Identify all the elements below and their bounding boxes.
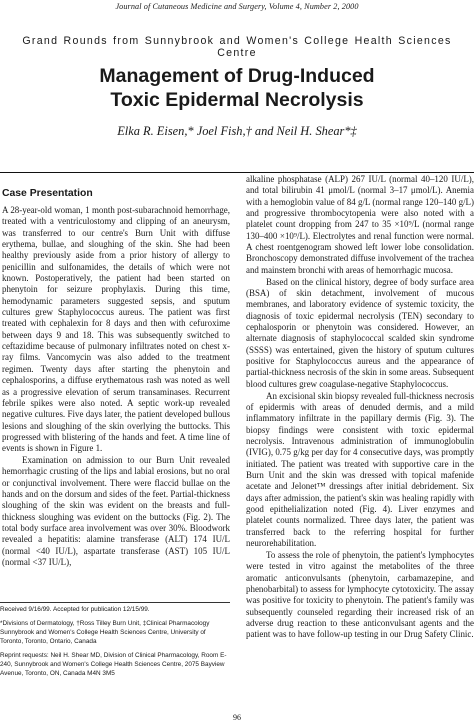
series-title: Grand Rounds from Sunnybrook and Women's College Health Sciences Centre — [22, 35, 452, 59]
footnote-received: Received 9/16/99. Accepted for publication 12/15/99. — [0, 606, 150, 613]
left-paragraph-1: A 28-year-old woman, 1 month post-subarachnoid hemorrhage, treated with a ventriculostomy and clipping of an aneurysm, was transferred to our centre's Burn Unit with diffuse erythema, bullae, and sloughing of the skin. She had been healthy previously aside from a prior history of allergy to penicillin and sulfonamides, the details of which were not known. Postoperatively, the patient had been started on phenytoin for seizure prophylaxis. During this time, hemodynamic parameters suggested sepsis, and sputum cultures grew Staphylococcus aureus. The patient was first treated with cephalexin for 8 days and then with cefuroxime between days 9 and 18. This was subsequently switched to ceftazidime because of pulmonary infiltrates noted on chest x-ray films. Vancomycin was also added to the treatment regimen. Twenty days after starting the phenytoin and cephalosporins, a diffuse erythematous rash was noted as well as a progressive elevation of serum transaminases. Recurrent febrile spikes were also noted. A septic work-up revealed negative cultures. Five days later, the patient developed bullous lesions and sloughing of the skin overlying the buttocks. This progressed with blistering of the hands and feet. A time line of events is shown in Figure 1. — [2, 205, 230, 454]
right-paragraph-1: alkaline phosphatase (ALP) 267 IU/L (normal 40–120 IU/L), and total bilirubin 41 μmol/L (normal 3–17 μmol/L). Anemia with a hemoglobin value of 84 g/L (normal range 120–140 g/L) and progressive thrombocytopenia were also noted with a platelet count dropping from 247 to 35 ×10⁹/L (normal range 130–400 ×10⁹/L). Electrolytes and renal function were normal. A chest roentgenogram showed left lower lobe consolidation. Bronchoscopy demonstrated diffuse involvement of the trachea and mainstem bronchi with areas of hemorrhagic mucosa. — [246, 174, 474, 275]
page-number: 96 — [233, 713, 241, 722]
right-paragraph-4: To assess the role of phenytoin, the patient's lymphocytes were tested in vitro against the metabolites of the three aromatic anticonvulsants (phenytoin, carbamazepine, and phenobarbital) to assess for lymphocyte cytotoxicity. The assay was positive for toxicity to phenytoin. The patient's family was subsequently counseled regarding their increased risk of an adverse drug reaction to these anticonvulsant agents and the patient was to have follow-up testing in our Drug Safety Clinic. — [246, 549, 474, 640]
article-title — [0, 64, 474, 112]
left-column — [0, 174, 230, 596]
journal-header: Journal of Cutaneous Medicine and Surgery, Volume 4, Number 2, 2000 — [115, 2, 359, 11]
right-column — [246, 174, 474, 708]
section-heading: Case Presentation — [2, 188, 93, 199]
footnote-reprints: Reprint requests: Neil H. Shear MD, Division of Clinical Pharmacology, Room E-240, Sunnybrook and Women's College Health Sciences Centre, 2075 Bayview Avenue, Toronto, ON, Canada M4N 3M5 — [0, 652, 227, 677]
right-paragraph-2: Based on the clinical history, degree of body surface area (BSA) of skin detachment, involvement of mucous membranes, and laboratory evidence of systemic toxicity, the diagnosis of toxic epidermal necrolysis (TEN) secondary to cephalosporin or phenytoin was considered. However, an alternate diagnosis of staphylococcal scalded skin syndrome (SSSS) was entertained, given the history of sputum cultures positive for Staphylococcus aureus and the appearance of partial-thickness necrosis of the skin in some areas. Subsequent blood cultures grew coagulase-negative Staphylococcus. — [246, 276, 474, 389]
author-list: Elka R. Eisen,* Joel Fish,† and Neil H. Shear*‡ — [117, 124, 357, 138]
footnotes — [0, 605, 230, 683]
article-title-line-1: Management of Drug-Induced — [99, 65, 375, 87]
article-title-line-2: Toxic Epidermal Necrolysis — [110, 89, 364, 111]
title-rule — [0, 172, 474, 173]
footnote-affiliations: *Divisions of Dermatology, †Ross Tilley Burn Unit, ‡Clinical Pharmacology Sunnybrook and Women's College Health Sciences Centre, University of Toronto, Toronto, Ontario, Canada — [0, 620, 210, 645]
left-paragraph-2: Examination on admission to our Burn Unit revealed hemorrhagic crusting of the lips and labial erosions, but no oral or conjunctival involvement. There were flaccid bullae on the hands and on the dorsum and sides of the feet. Partial-thickness sloughing of the skin was evident on the breasts and full-thickness sloughing was evident on the buttocks (Fig. 2). The total body surface area involvement was over 30%. Bloodwork revealed a hepatitis: alamine transferase (ALT) 174 IU/L (normal <40 IU/L), aspartate transferase (AST) 105 IU/L (normal <37 IU/L), — [2, 455, 230, 568]
footnote-rule — [0, 602, 230, 603]
right-paragraph-3: An excisional skin biopsy revealed full-thickness necrosis of epidermis with areas of denuded dermis, and a mild inflammatory infiltrate in the papillary dermis (Fig. 3). The biopsy findings were consistent with toxic epidermal necrolysis. Intravenous administration of immunoglobulin (IVIG), 0.75 g/kg per day for 4 consecutive days, was promptly initiated. The patient was treated with supportive care in the Burn Unit and the skin was dressed with topical mafenide acetate and Jelonet™ dressings after initial debridement. Six days after admission, the patient's skin was healing rapidly with good epithelialization noted (Fig. 4). Liver enzymes and platelet counts normalized. Three days later, the patient was transferred back to the referring hospital for further neurorehabilitation. — [246, 390, 474, 548]
